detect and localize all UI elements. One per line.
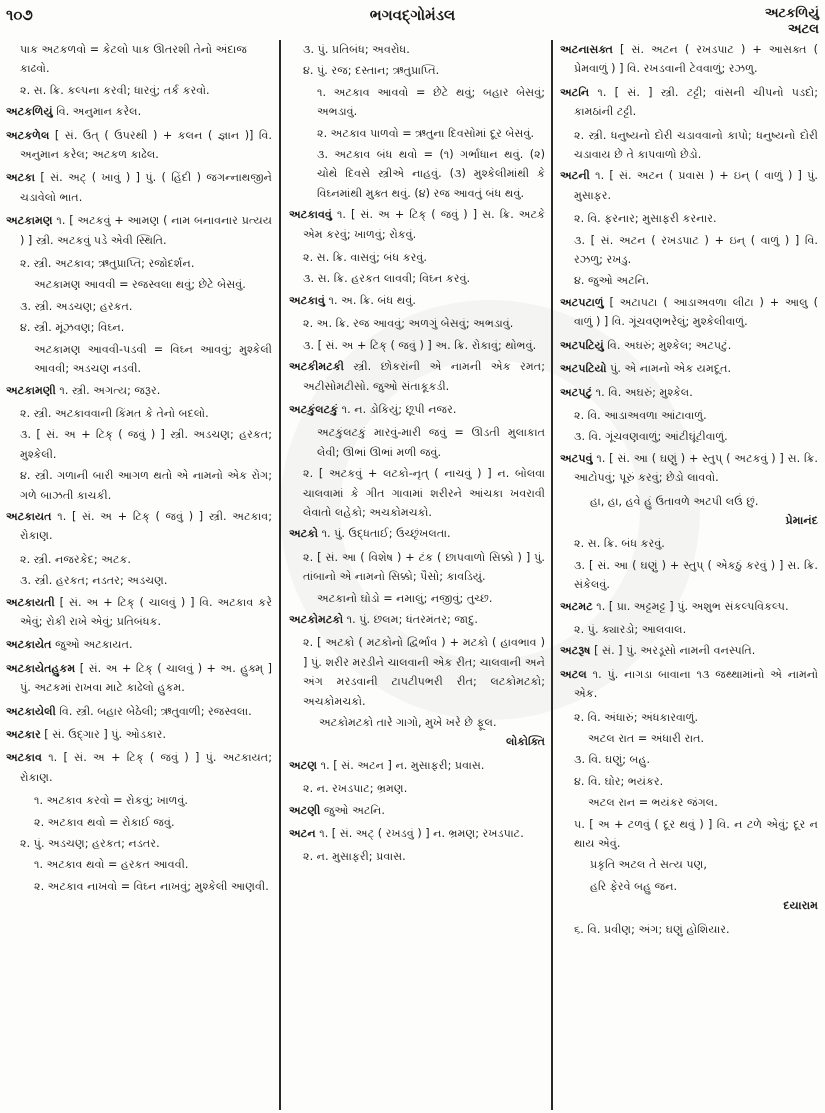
headword: અટણ: [289, 758, 318, 772]
dictionary-entry: [289, 524, 545, 543]
page-title: ભગવદ્ગોમંડલ: [369, 6, 456, 24]
headword: અટકાવું: [289, 293, 325, 307]
sense-definition: ૩. સ્ત્રી. હરકત; નડતર; અડચણ.: [20, 574, 168, 588]
headword: અટકળેલ: [6, 128, 50, 142]
dictionary-entry: [289, 610, 545, 629]
headword: અટમટ: [560, 599, 593, 613]
quotation-author: પ્રેમાનંદ: [785, 513, 818, 527]
idiom-phrase: ૧. અટકાવ થવો = હરકત આવવી.: [34, 858, 189, 872]
sense-definition: ૨. સ. ક્રિ. બંધ કરવું.: [574, 537, 665, 551]
headword: અટકામણ: [6, 214, 53, 228]
definition: [ સં. ઉદ્ગાર ] પું. ઓડકાર.: [40, 728, 167, 741]
sense-definition: ૨. સ્ત્રી. અટકાવવાની કિંમત કે તેનો બદલો.: [20, 406, 209, 420]
definition: ૧. [ સં. અટ્ ( રખડવું ) ] ન. ભ્રમણ; રખડપાટ.: [315, 827, 524, 841]
dictionary-entry: [560, 40, 818, 79]
sense-definition: ૩. [ સં. આ ( ઘણું ) + સ્તુપ્ ( એકઠું કરવું ) ] સ. ક્રિ. સંકેલવું.: [574, 558, 818, 592]
dictionary-entry: [6, 102, 272, 121]
dictionary-entry: [6, 702, 272, 721]
sense-definition: ૨. વિ. આડાઅવળા આંટાવાળું.: [574, 408, 707, 422]
definition: ૧. [ પ્રા. અટ્ટમટ્ટ ] પું. અશુભ સંકલ્પવિકલ્પ.: [592, 599, 789, 613]
sense-definition: ૪. વિ. ઘોર; ભયંકર.: [574, 774, 664, 788]
dictionary-entry: [6, 635, 272, 654]
sense-definition: ૨. વિ. અંધારું; અંધકારવાળું.: [574, 710, 699, 724]
headword: અટકાવ: [6, 751, 42, 765]
dictionary-entry: [560, 449, 818, 488]
column-3: [560, 40, 818, 1113]
dictionary-entry: [560, 359, 818, 378]
headword: અટકાવવું: [289, 208, 332, 222]
sense-definition: ૨. સ. ક્રિ. કલ્પના કરવી; ધારવું; તર્ક કરવો.: [20, 83, 210, 97]
headword: અટકોમટકો: [289, 612, 344, 626]
idiom-phrase: અટલ રાન = ભયંકર જંગલ.: [588, 796, 718, 810]
sense-definition: ૬. વિ. પ્રવીણ; અંગ; ઘણું હોશિયાર.: [574, 922, 730, 936]
definition: વિ. અનુમાન કરેલ.: [52, 105, 142, 119]
headword: અટપટું: [560, 385, 593, 399]
headword: અટકાર: [6, 728, 41, 741]
headword: અટપટિયું: [560, 338, 604, 352]
headword: અટકાયેત: [6, 638, 52, 652]
dictionary-entry: [289, 400, 545, 419]
definition: ૧. [ સં. આ ( ઘણું ) + સ્તુપ્ ( અટકવું ) ] સ. ક્રિ. આટોપવું; પૂરું કરવું; છેડો લાવવો.: [574, 451, 818, 485]
headword: અટકળિયું: [6, 105, 53, 119]
sense-definition: ૪. પું. રજ; દસ્તાન; ઋતુપ્રાપ્તિ.: [303, 64, 440, 78]
sense-definition: ૨. [ સં. આ ( વિશેષ ) + ટંક ( છાપવાળો સિક્કો ) ] પું. તાંબાનો એ નામનો સિક્કો; પૈસો; કાવડિયું.: [303, 550, 545, 584]
definition: ૧. [ સં. અ + ટિક્ ( જવું ) ] પું. અટકાયત; રોકાણ.: [20, 751, 272, 784]
headword: અટકાયતી: [6, 595, 55, 609]
definition: [ અટાપટા ( આડાઅવળા લીટા ) + આલુ ( વાળું ) ] વિ. ગૂંચવણભરેલું; મુશ્કેલીવાળું.: [574, 295, 818, 329]
headword: અટકાયેતહુકમ: [6, 661, 76, 675]
headword: અટપટિયો: [560, 362, 607, 376]
definition: જુઓ અટકાયત.: [51, 638, 133, 652]
idiom-phrase: ૨. અટકાવ નાખવો = વિઘ્ન નાખવું; મુશ્કેલી આણવી.: [34, 879, 269, 893]
definition: જુઓ અટનિ.: [320, 803, 385, 817]
sense-definition: ૪. સ્ત્રી. મૂંઝવણ; વિઘ્ન.: [20, 321, 125, 335]
guide-word-first: અટકળિયું: [764, 6, 819, 21]
headword: અટકા: [6, 171, 35, 185]
dictionary-entry: [289, 801, 545, 820]
headword: અટનાસક્ત: [560, 43, 613, 56]
sense-definition: ૨. વિ. ફરનાર; મુસાફરી કરનાર.: [574, 212, 717, 226]
sense-definition: ૨. પું. ક્યારડો; આલવાલ.: [574, 622, 687, 636]
definition: ૧. પું. નાગડા બાવાના ૧૩ જથ્થામાંનો એ નામનો એક.: [574, 667, 818, 701]
idiom-phrase: ૨. અટકાવ પાળવો = ઋતુના દિવસોમાં દૂર બેસવું.: [317, 126, 535, 140]
sense-definition: ૨. ન. મુસાફરી; પ્રવાસ.: [303, 850, 406, 864]
page-header: [0, 0, 825, 40]
guide-word-last: અટલ: [787, 22, 819, 37]
definition: ૧. પું. ઉદ્ધતાઈ; ઉચ્છૃંખલતા.: [318, 527, 451, 541]
sense-definition: ૩. પું. પ્રતિબંધ; અવરોધ.: [303, 43, 410, 56]
quotation: હા, હા, હવે હું ઉતાવળે અટપી લઉં છું.: [590, 494, 759, 508]
headword: અટકીમટકી: [289, 360, 344, 374]
dictionary-entry: [6, 211, 272, 250]
dictionary-entry: [289, 357, 545, 396]
sense-definition: ૪. જુઓ અટનિ.: [574, 274, 650, 288]
headword: અટકો: [289, 527, 319, 541]
headword: અટપવું: [560, 451, 593, 465]
sense-definition: ૨. પું. અડચણ; હરકત; નડતર.: [20, 837, 160, 851]
definition: ૧. ન. ડોકિયું; છૂપી નજર.: [338, 402, 457, 416]
sense-definition: ૩. વિ. ગૂંચવણવાળું; આંટીઘૂંટીવાળું.: [574, 430, 728, 444]
idiom-phrase: અટકામણ આવવી = રજસ્વલા થવું; છેટે બેસવું.: [34, 278, 246, 292]
dictionary-entry: [289, 205, 545, 244]
dictionary-entry: [560, 641, 818, 660]
dictionary-entry: [289, 291, 545, 310]
headword: અટનિ: [560, 85, 590, 99]
idiom-phrase: ૨. અટકાવ થવો = રોકાઈ જવું.: [34, 815, 175, 829]
definition: ૧. [ સં. અટન ] ન. મુસાફરી; પ્રવાસ.: [317, 758, 485, 772]
dictionary-entry: [6, 381, 272, 400]
quotation: અટકોમટકો તારે ગાગો, મુખે ખરે છે ફૂલ.: [319, 716, 497, 729]
headword: અટરૂષ: [560, 644, 591, 658]
dictionary-entry: [6, 748, 272, 787]
headword: અટપટાળું: [560, 295, 604, 309]
definition: [ સં. અ + ટિક્ ( ચાલવું ) + અ. હુક્મ્ ] પું. અટકમાં રાખવા માટે કાઢેલો હુકમ.: [20, 661, 272, 695]
dictionary-entry: [560, 665, 818, 704]
dictionary-entry: [6, 593, 272, 632]
definition: [ સં. ] પું. અરડૂસો નામની વનસ્પતિ.: [590, 644, 756, 658]
quotation: હરિ ફેરવે બહુ જન.: [590, 879, 678, 893]
headword: અટણી: [289, 803, 321, 817]
sense-definition: ૩. [ સં. અટન ( રખડપાટ ) + ઇન્ ( વાળું ) ] વિ. રઝળુ; રખડુ.: [574, 233, 818, 267]
definition: પું. એ નામનો એક યમદૂત.: [606, 362, 732, 376]
idiom-phrase: ૧. અટકાવ આવવો = છેટે થવું; બહાર બેસવું; અભડાવું.: [317, 85, 545, 119]
sense-definition: ૨. [ અટકો ( મટકોનો દ્વિર્ભાવ ) + મટકો ( હાવભાવ ) ] પું. શરીર મરડીને ચાલવાની એક રીત; ચાલવાની અને અંગ મરડવાની ટાપટીપભરી રીત; લટકોમટકો; અચકોમચકો.: [303, 636, 545, 708]
sense-definition: ૫. [ અ + ટળવું ( દૂર થવું ) ] વિ. ન ટળે એવું; દૂર ન થાય એવું.: [574, 817, 818, 851]
definition: ૧. [ સં. અ + ટિક્ ( જવું ) ] સ. ક્રિ. અટકે એમ કરવું; ખાળવું; રોકવું.: [303, 208, 545, 241]
idiom-phrase: અટકામણ આવવી-પડવી = વિઘ્ન આવવું; મુશ્કેલી આવવી; અડચણ નડવી.: [34, 342, 272, 376]
definition: ૧. પું. છલમ; ધંતરમંતર; જાદુ.: [343, 612, 478, 626]
definition: ૧. સ્ત્રી. અગત્ય; જરૂર.: [55, 383, 161, 397]
sense-definition: ૨. સ્ત્રી. નજરકેદ; અટક.: [20, 552, 131, 566]
sense-definition: ૨. અ. ક્રિ. રજ આવવું; અળગું બેસવું; અભડાવું.: [303, 317, 514, 331]
definition: વિ. અઘરું; મુશ્કેલ; અટપટું.: [603, 338, 732, 352]
definition: [ સં. અટ્ ( ખાવું ) ] પું. ( હિંદી ) જગન્નાથજીને ચડાવેલો ભાત.: [20, 171, 272, 204]
dictionary-entry: [560, 293, 818, 332]
headword: અટકાયેલી: [6, 704, 56, 718]
headword: અટકાયત: [6, 509, 52, 523]
definition: ૧. [ સં. અ + ટિક્ ( જવું ) ] સ્ત્રી. અટકાવ; રોકાણ.: [20, 509, 272, 543]
headword: અટલ: [560, 667, 587, 681]
column-divider: [551, 40, 553, 1110]
definition: [ સં. અટન ( રખડપાટ ) + આસક્ત ( પ્રેમવાળું ) ] વિ. રખડવાની ટેવવાળું; રઝળુ.: [574, 43, 818, 76]
quotation-author: દયારામ: [783, 899, 818, 913]
sense-definition: ૨. સ. ક્રિ. વાસવું; બંધ કરવું.: [303, 251, 427, 265]
definition: ૧. [ સં. અટન ( પ્રવાસ ) + ઇન્ ( વાળું ) ] પું. મુસાફર.: [574, 169, 818, 202]
dictionary-entry: [560, 383, 818, 402]
page-number: ૧૦૭: [6, 6, 33, 24]
headword: અટની: [560, 169, 590, 183]
sense-definition: ૩. સ્ત્રી. અડચણ; હરકત.: [20, 299, 133, 313]
quotation-author: લોકોક્તિ: [506, 735, 545, 749]
dictionary-entry: [289, 824, 545, 843]
dictionary-entry: [6, 659, 272, 698]
idiom-phrase: અટલ રાત = અંધારી રાત.: [588, 732, 705, 745]
dictionary-entry: [560, 336, 818, 355]
definition: [ સં. અ + ટિક્ ( ચાલવું ) ] વિ. અટકાવ કરે એવું; રોકી રાખે એવું; પ્રતિબંધક.: [20, 595, 272, 628]
column-2: [289, 40, 545, 1113]
dictionary-entry: [560, 166, 818, 205]
definition: ૧. [ સં. ] સ્ત્રી. ટટ્ટી; વાંસની ચીપનો પડદો; કામઠાંની ટટ્ટી.: [574, 85, 818, 119]
sense-definition: ૩. સ. ક્રિ. હરકત લાવવી; વિઘ્ન કરવું.: [303, 272, 471, 286]
dictionary-entry: [6, 725, 272, 744]
dictionary-entry: [6, 507, 272, 546]
dictionary-columns: [0, 40, 825, 1113]
column-divider: [279, 40, 281, 1110]
sense-definition: ૨. સ્ત્રી. ધનુષ્યનો દોરી ચડાવવાનો કાપો; ધનુષ્યનો દોરી ચડાવાય છે તે કાપવાળો છેડો.: [574, 128, 818, 162]
headword: અટકામણી: [6, 383, 56, 397]
sense-definition: ૩. [ સં. અ + ટિક્ ( જવું ) ] સ્ત્રી. અડચણ; હરકત; મુશ્કેલી.: [20, 428, 272, 461]
sense-definition: ૨. ન. રખડપાટ; ભ્રમણ.: [303, 782, 408, 796]
definition: ૧. [ અટકવું + આમણ ( નામ બનાવનાર પ્રત્યય ) ] સ્ત્રી. અટકવું પડે એવી સ્થિતિ.: [20, 214, 272, 247]
sense-definition: ૨. સ્ત્રી. અટકાવ; ઋતુપ્રાપ્તિ; રજોદર્શન.: [20, 257, 195, 271]
headword: અટકુંલટકું: [289, 402, 339, 416]
column-1: [6, 40, 272, 1113]
dictionary-entry: [560, 597, 818, 616]
idiom-phrase: ૩. અટકાવ બંધ થવો = (૧) ગર્ભાધાન થવું. (૨) ચોથે દિવસે સ્ત્રીએ નાહવું. (૩) મુશ્કેલીમાંથી કે વિઘ્નમાંથી મુક્ત થવું. (૪) રજ આવતું બંધ થવું.: [317, 148, 545, 200]
continued-text: પાક અટકળવો = કેટલો પાક ઊતરશી તેનો અંદાજ કાઢવો.: [20, 43, 247, 76]
idiom-phrase: અટકાનો ઘોડો = નમાલું; નજીવું; તુચ્છ.: [317, 591, 493, 605]
idiom-phrase: ૧. અટકાવ કરવો = રોકવું; ખાળવું.: [34, 794, 188, 808]
definition: ૧. વિ. અઘરું; મુશ્કેલ.: [592, 385, 693, 399]
sense-definition: ૩. વિ. ઘણું; બહુ.: [574, 753, 651, 767]
quotation: પ્રકૃતિ અટલ તે સત્ય પણ,: [590, 858, 707, 872]
sense-definition: ૪. સ્ત્રી. ગળાની બારી આગળ થતો એ નામનો એક રોગ; ગળે બાઝતી કાચકી.: [20, 469, 272, 502]
guide-words: [765, 6, 819, 38]
definition: [ સં. ઉત્ ( ઉપરથી ) + કલન ( જ્ઞાન )] વિ. અનુમાન કરેલ; અટકળ કાઢેલ.: [20, 128, 272, 162]
sense-definition: ૨. [ અટકવું + લટકો-નૃત્ ( નાચવું ) ] ન. બોલવા ચાલવામાં કે ગીત ગાવામાં શરીરને આંચકા ખવરાવી લેવાતો લહેકો; અચકોમચકો.: [303, 467, 545, 519]
definition: વિ. સ્ત્રી. બહાર બેઠેલી; ઋતુવાળી; રજસ્વલા.: [55, 704, 252, 718]
sense-definition: ૩. [ સં. અ + ટિક્ ( જવું ) ] અ. ક્રિ. રોકાવું; થોભવું.: [303, 338, 537, 352]
definition: ૧. અ. ક્રિ. બંધ થવું.: [324, 293, 416, 307]
definition: સ્ત્રી. છોકરાંની એ નામની એક રમત; અટીસોમટીસો. જુઓ સંતાકૂકડી.: [303, 360, 545, 393]
dictionary-entry: [289, 756, 545, 775]
dictionary-entry: [6, 168, 272, 207]
dictionary-entry: [6, 126, 272, 165]
idiom-phrase: અટકુંલટકું મારવું-મારી જવું = ઊડતી મુલાકાત લેવી; ઊભાં ઊભાં મળી જવું.: [317, 426, 545, 459]
headword: અટન: [289, 827, 316, 841]
dictionary-entry: [560, 83, 818, 122]
